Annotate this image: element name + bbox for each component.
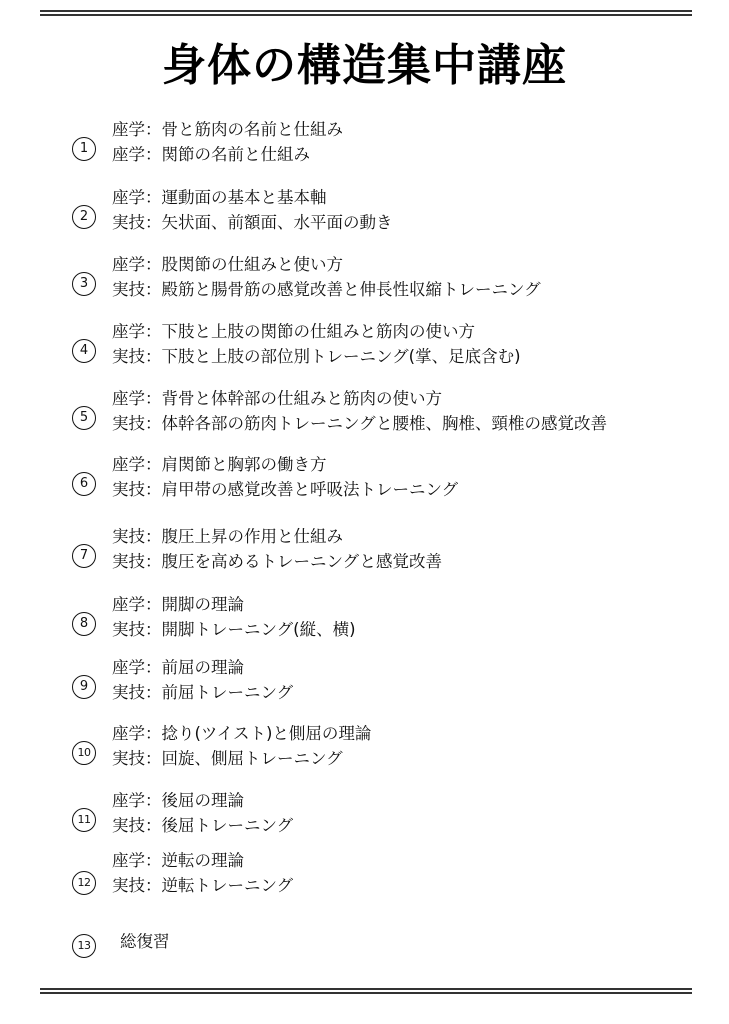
- item-number-10: 10: [72, 741, 96, 765]
- item-number-3: 3: [72, 272, 96, 296]
- top-rule-outer: [40, 10, 692, 12]
- item-5-line-1: 座学：背骨と体幹部の仕組みと筋肉の使い方: [112, 389, 442, 408]
- item-7-line-2: 実技：腹圧を高めるトレーニングと感覚改善: [112, 552, 442, 571]
- item-number-2: 2: [72, 205, 96, 229]
- item-9-line-1: 座学：前屈の理論: [112, 658, 244, 677]
- item-8-line-1: 座学：開脚の理論: [112, 595, 244, 614]
- item-10-line-1: 座学：捻り(ツイスト)と側屈の理論: [112, 724, 372, 743]
- item-13-line-1: 総復習: [120, 932, 170, 951]
- bottom-rule-outer: [40, 992, 692, 994]
- item-3-line-1: 座学：股関節の仕組みと使い方: [112, 255, 343, 274]
- item-3-line-2: 実技：殿筋と腸骨筋の感覚改善と伸長性収縮トレーニング: [112, 280, 541, 299]
- item-number-11: 11: [72, 808, 96, 832]
- item-number-9: 9: [72, 675, 96, 699]
- item-number-13: 13: [72, 934, 96, 958]
- item-8-line-2: 実技：開脚トレーニング(縦、横): [112, 620, 356, 639]
- item-2-line-1: 座学：運動面の基本と基本軸: [112, 188, 327, 207]
- item-1-line-2: 座学：関節の名前と仕組み: [112, 145, 310, 164]
- item-number-8: 8: [72, 612, 96, 636]
- item-number-4: 4: [72, 339, 96, 363]
- item-number-12: 12: [72, 871, 96, 895]
- item-2-line-2: 実技：矢状面、前額面、水平面の動き: [112, 213, 393, 232]
- item-number-1: 1: [72, 137, 96, 161]
- item-10-line-2: 実技：回旋、側屈トレーニング: [112, 749, 343, 768]
- bottom-rule-inner: [40, 988, 692, 990]
- item-11-line-2: 実技：後屈トレーニング: [112, 816, 294, 835]
- item-number-5: 5: [72, 406, 96, 430]
- item-9-line-2: 実技：前屈トレーニング: [112, 683, 294, 702]
- item-11-line-1: 座学：後屈の理論: [112, 791, 244, 810]
- item-5-line-2: 実技：体幹各部の筋肉トレーニングと腰椎、胸椎、頸椎の感覚改善: [112, 414, 607, 433]
- item-number-6: 6: [72, 472, 96, 496]
- item-7-line-1: 実技：腹圧上昇の作用と仕組み: [112, 527, 343, 546]
- item-6-line-2: 実技：肩甲帯の感覚改善と呼吸法トレーニング: [112, 480, 459, 499]
- top-rule-inner: [40, 14, 692, 16]
- item-12-line-2: 実技：逆転トレーニング: [112, 876, 294, 895]
- item-6-line-1: 座学：肩関節と胸郭の働き方: [112, 455, 327, 474]
- page-title: 身体の構造集中講座: [162, 40, 567, 91]
- item-12-line-1: 座学：逆転の理論: [112, 851, 244, 870]
- item-number-7: 7: [72, 544, 96, 568]
- item-4-line-1: 座学：下肢と上肢の関節の仕組みと筋肉の使い方: [112, 322, 475, 341]
- item-4-line-2: 実技：下肢と上肢の部位別トレーニング(掌、足底含む): [112, 347, 521, 366]
- item-1-line-1: 座学：骨と筋肉の名前と仕組み: [112, 120, 343, 139]
